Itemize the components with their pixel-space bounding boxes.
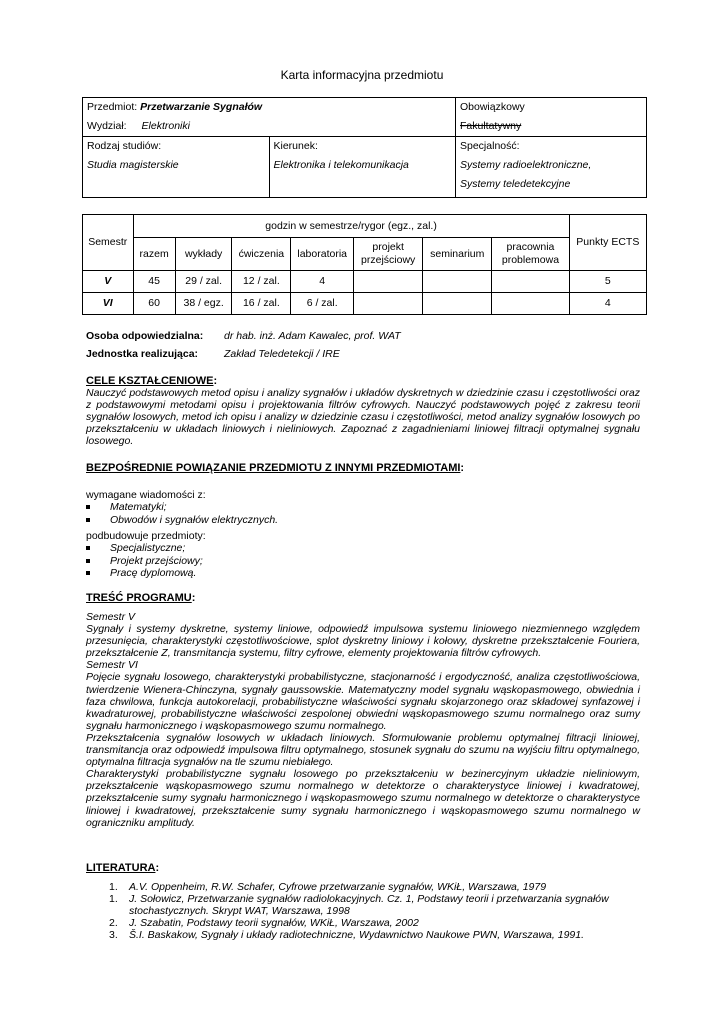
goals-heading: CELE KSZTAŁCENIOWE: [86, 375, 218, 387]
specialty-value-1: Systemy radioelektroniczne, [460, 159, 592, 171]
study-type-value: Studia magisterskie [87, 159, 179, 171]
ects-cell: 4 [569, 293, 646, 315]
table-cell [423, 271, 492, 293]
specialty-value-2: Systemy teledetekcyjne [460, 178, 571, 190]
table-cell: 4 [291, 271, 354, 293]
specialty-cell [456, 137, 647, 198]
unit-label: Jednostka realizująca: [86, 348, 199, 360]
list-item: 1. A.V. Oppenheim, R.W. Schafer, Cyfrowe przetwarzanie sygnałów, WKiŁ, Warszawa, 1979 [109, 881, 547, 893]
table-cell: 60 [133, 293, 175, 315]
col-header: wykłady [175, 238, 232, 271]
table-cell [492, 271, 569, 293]
required-label: wymagane wiadomości z: [86, 489, 206, 501]
semester-6-paragraph-1: Pojęcie sygnału losowego, charakterystyki probabilistyczne, stacjonarność i ergodyczność, analiza częstotliwościowa, twierdzenie Wienera-Chinczyna, sygnały gaussowskie. Matematyczny model sygnału wąskopasmowego, obwiednia i faza chwilowa, funkcja autokorelacji, probabilistyczne właściwości sygnału skojarzonego oraz składowej synfazowej i kwadraturowej, probabilistyczne właściwości zespolonej obwiedni wąskopasmowego szumu normalnego oraz sumy sygnału harmonicznego i wąskopasmowego szumu normalnego. [86, 671, 640, 732]
faculty-value: Elektroniki [141, 120, 190, 132]
semester-6-paragraph-2: Przekształcenia sygnałów losowych w układach liniowych. Sformułowanie problemu optymalnej filtracji liniowej, transmitancja oraz odpowiedź impulsowa filtru optymalnego, stosunek sygnału do szumu na wyjściu filtru optymalnego, optymalna filtracja sygnałów na tle szumu niebiałego. [86, 731, 640, 769]
ects-header: Punkty ECTS [569, 215, 646, 271]
table-row [83, 293, 647, 315]
field-label: Kierunek: [273, 140, 318, 152]
table-cell: 16 / zal. [232, 293, 291, 315]
obligatory-text: Obowiązkowy [460, 101, 525, 113]
subject-line [83, 98, 455, 117]
bullet-icon [86, 571, 90, 575]
semester-cell: VI [83, 293, 134, 315]
program-content [86, 611, 640, 829]
table-cell: 38 / egz. [175, 293, 232, 315]
item-number: 1. [109, 881, 118, 893]
table-cell: 29 / zal. [175, 271, 232, 293]
hours-group-header: godzin w semestrze/rygor (egz., zal.) [133, 215, 569, 238]
ects-cell: 5 [569, 271, 646, 293]
bullet-icon [86, 505, 90, 509]
table-row [83, 271, 647, 293]
semester-header: Semestr [83, 215, 134, 271]
list-item: 2. J. Szabatin, Podstawy teorii sygnałów, WKiŁ, Warszawa, 2002 [109, 917, 419, 930]
literature-heading: LITERATURA: [86, 862, 160, 874]
semester-5-label: Semestr V [86, 611, 136, 623]
col-header: seminarium [423, 238, 492, 271]
subject-cell [83, 98, 456, 137]
col-header: ćwiczenia [232, 238, 291, 271]
faculty-line [83, 117, 455, 136]
field-cell [269, 137, 456, 198]
study-type-label: Rodzaj studiów: [87, 140, 162, 152]
table-cell: 6 / zal. [291, 293, 354, 315]
col-header: pracownia problemowa [492, 238, 569, 271]
table-cell: 12 / zal. [232, 271, 291, 293]
study-type-cell [83, 137, 270, 198]
list-item: 1. J. Sołowicz, Przetwarzanie sygnałów radiolokacyjnych. Cz. 1, Podstawy teorii i przetwarzania sygnałów stochastycznych. Skrypt WAT, Warszawa, 1998 [109, 893, 609, 918]
columns-header-row [83, 238, 647, 271]
table-cell [423, 293, 492, 315]
subject-label: Przedmiot: [87, 101, 138, 113]
table-cell [492, 293, 569, 315]
semester-6-paragraph-3: Charakterystyki probabilistyczne sygnału losowego po przekształceniu w bezinercyjnym układzie nieliniowym, przekształcenie wąskopasmowego szumu normalnego w detektorze o charakterystyce liniowej i kwadratowej, przekształcenie sumy sygnału harmonicznego i wąskopasmowego szumu normalnego w detektorze o charakterystyce liniowej i kwadratowej, przekształcenie sumy sygnału harmonicznego i wąskopasmowego szumu normalnego w ograniczniku amplitudy. [86, 768, 640, 829]
table-cell [354, 271, 423, 293]
supports-label: podbudowuje przedmioty: [86, 530, 206, 542]
table-cell: 45 [133, 271, 175, 293]
program-heading: TREŚĆ PROGRAMU: [86, 592, 196, 604]
col-header: razem [133, 238, 175, 271]
field-value: Elektronika i telekomunikacja [273, 159, 409, 171]
item-number: 2. [109, 917, 118, 930]
optional-strike: Fakultatywny [460, 120, 522, 132]
item-number: 3. [109, 929, 118, 942]
responsible-person-label: Osoba odpowiedzialna: [86, 330, 204, 342]
goals-text: Nauczyć podstawowych metod opisu i analizy sygnałów i układów dyskretnych w dziedzinie czasu i częstotliwości oraz z podstawowymi metodami opisu i projektowania filtrów cyfrowych. Nauczyć podstawowych pojęć z zakresu teorii sygnałów losowych, metod ich opisu i analizy w dziedzinie czasu i częstotliwości, metod analizy sygnałów losowych po przekształceniu w układach liniowych i nieliniowych. Zapoznać z zagadnieniami liniowej filtracji optymalnej sygnału losowego. [86, 387, 640, 448]
table-cell [354, 293, 423, 315]
item-number: 1. [109, 893, 118, 906]
col-header: projekt przejściowy [354, 238, 423, 271]
list-item: 3. Š.I. Baskakow, Sygnały i układy radiotechniczne, Wydawnictwo Naukowe PWN, Warszawa, 1991. [109, 929, 585, 942]
document-title: Karta informacyjna przedmiotu [280, 68, 444, 82]
unit-value: Zakład Teledetekcji / IRE [224, 348, 340, 360]
semester-cell: V [83, 271, 134, 293]
bullet-icon [86, 518, 90, 522]
faculty-label: Wydział: [87, 120, 127, 132]
col-header: laboratoria [291, 238, 354, 271]
optional-text [456, 117, 646, 136]
bullet-icon [86, 546, 90, 550]
relations-heading: BEZPOŚREDNIE POWIĄZANIE PRZEDMIOTU Z INNYMI PRZEDMIOTAMI: [86, 462, 465, 474]
semester-5-text: Sygnały i systemy dyskretne, systemy liniowe, odpowiedź impulsowa systemu liniowego niezmiennego względem przesunięcia, charakterystyki częstotliwościowe, splot dyskretny liniowy i kołowy, dyskretne przekształcenie Fouriera, przekształcenie Z, transmitancja systemu, filtry cyfrowe, elementy projektowania filtrów cyfrowych. [86, 623, 640, 660]
literature-list [105, 881, 625, 941]
semester-6-label: Semestr VI [86, 659, 138, 672]
hours-table [82, 214, 647, 315]
bullet-icon [86, 559, 90, 563]
responsible-person-value: dr hab. inż. Adam Kawalec, prof. WAT [224, 330, 401, 342]
obligatory-cell [456, 98, 647, 137]
subject-value: Przetwarzanie Sygnałów [140, 101, 263, 113]
course-info-table [82, 97, 647, 198]
specialty-label: Specjalność: [460, 140, 520, 152]
